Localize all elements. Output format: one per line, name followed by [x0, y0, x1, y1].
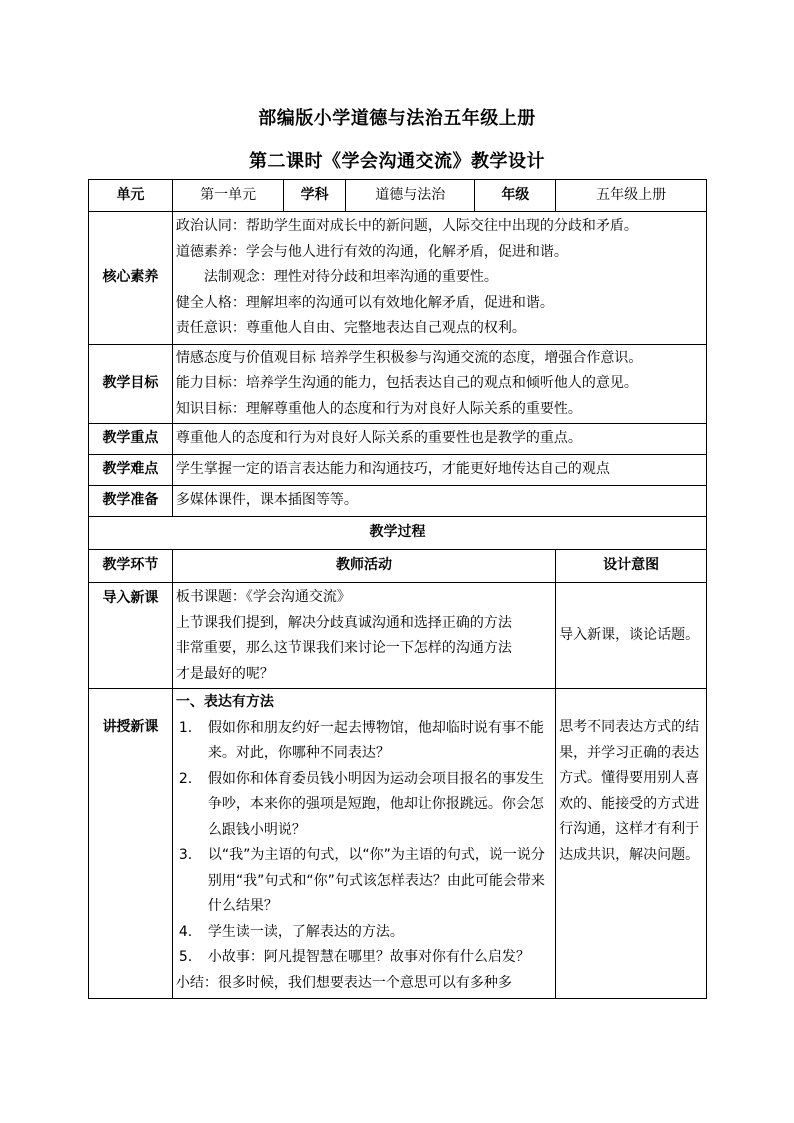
- teacher-column-header: 教师活动: [172, 550, 555, 583]
- core-literacy-content: [172, 212, 706, 345]
- intro-intent: 导入新课，谈论话题。: [556, 583, 707, 689]
- intro-line: 非常重要，那么这节课我们来讨论一下怎样的沟通方法: [175, 640, 512, 656]
- unit-value: 第一单元: [172, 180, 283, 212]
- lesson-plan-table: [88, 179, 707, 999]
- goals-content: [172, 344, 706, 424]
- step-number: 1.: [178, 719, 193, 736]
- unit-label: 单元: [89, 180, 173, 212]
- step-number: 2.: [178, 770, 193, 787]
- list-item: [176, 945, 552, 971]
- grade-value: 五年级上册: [556, 180, 707, 212]
- intro-line: 板书课题：《学会沟通交流》: [175, 589, 351, 605]
- intro-row: [89, 583, 707, 689]
- difficulty-row: [89, 455, 707, 486]
- goal-line: 知识目标：理解尊重他人的态度和行为对良好人际关系的重要性。: [175, 400, 582, 417]
- list-item: [176, 767, 552, 844]
- lesson-steps: [176, 716, 552, 971]
- core-line: 责任意识：尊重他人自由、完整地表达自己观点的权利。: [175, 320, 526, 336]
- intro-line: 上节课我们提到，解决分歧真诚沟通和选择正确的方法: [175, 614, 512, 631]
- list-item: [176, 843, 552, 920]
- goals-row: [89, 344, 707, 424]
- step-column-header: 教学环节: [89, 550, 173, 583]
- step-text: 小故事：阿凡提智慧在哪里？故事对你有什么启发？: [207, 949, 530, 965]
- list-item: [176, 920, 552, 946]
- core-line: 健全人格：理解坦率的沟通可以有效地化解矛盾，促进和谐。: [175, 294, 554, 311]
- lesson-subtitle: 第二课时《学会沟通交流》教学设计: [249, 151, 545, 172]
- key-point-row: [89, 424, 707, 455]
- key-point-text: 尊重他人的态度和行为对良好人际关系的重要性也是教学的重点。: [172, 424, 706, 455]
- lesson-label: 讲授新课: [89, 689, 173, 999]
- step-number: 4.: [178, 923, 193, 940]
- intro-line: 才是最好的呢？: [175, 665, 274, 682]
- grade-label: 年级: [475, 180, 556, 212]
- preparation-row: [89, 486, 707, 517]
- step-text: 假如你和体育委员钱小明因为运动会项目报名的事发生争吵，本来你的强项是短跑，他却让你报跳远。你会怎么跟钱小明说？: [207, 770, 544, 838]
- goals-label: 教学目标: [89, 344, 173, 424]
- core-line: 道德素养：学会与他人进行有效的沟通，化解矛盾，促进和谐。: [175, 243, 568, 260]
- step-number: 5.: [178, 949, 193, 965]
- lesson-section-heading: 一、表达有方法: [175, 694, 274, 710]
- lesson-intent: 思考不同表达方式的结果，并学习正确的表达方式。懂得要用别人喜欢的、能接受的方式进行沟通，这样才有利于达成共识，解决问题。: [556, 689, 707, 999]
- difficulty-label: 教学难点: [89, 455, 173, 486]
- step-text: 假如你和朋友约好一起去博物馆，他却临时说有事不能来。对此，你哪种不同表达？: [207, 719, 544, 761]
- step-number: 3.: [178, 847, 193, 863]
- list-item: [176, 716, 552, 767]
- step-text: 学生读一读，了解表达的方法。: [207, 923, 404, 940]
- intro-content: [172, 583, 555, 689]
- core-line: 法制观念：理性对待分歧和坦率沟通的重要性。: [203, 269, 498, 285]
- lesson-content: [172, 689, 555, 999]
- intro-label: 导入新课: [89, 583, 173, 689]
- preparation-text: 多媒体课件，课本插图等等。: [172, 486, 706, 517]
- difficulty-text: 学生掌握一定的语言表达能力和沟通技巧，才能更好地传达自己的观点: [172, 455, 706, 486]
- lesson-row: [89, 689, 707, 999]
- intent-column-header: 设计意图: [556, 550, 707, 583]
- core-literacy-row: [89, 212, 707, 345]
- preparation-label: 教学准备: [89, 486, 173, 517]
- goal-line: 情感态度与价值观目标 培养学生积极参与沟通交流的态度，增强合作意识。: [175, 349, 643, 366]
- info-row: [89, 180, 707, 212]
- core-literacy-label: 核心素养: [89, 212, 173, 345]
- process-header-row: [89, 550, 707, 583]
- lesson-summary: 小结：很多时候，我们想要表达一个意思可以有多种多: [175, 974, 512, 991]
- process-heading-row: [89, 517, 707, 550]
- goal-line: 能力目标：培养学生沟通的能力，包括表达自己的观点和倾听他人的意见。: [175, 375, 638, 391]
- subject-label: 学科: [284, 180, 346, 212]
- page-title: 部编版小学道德与法治五年级上册: [258, 108, 536, 129]
- key-point-label: 教学重点: [89, 424, 173, 455]
- core-line: 政治认同：帮助学生面对成长中的新问题，人际交往中出现的分歧和矛盾。: [175, 218, 638, 234]
- process-heading: 教学过程: [89, 517, 707, 550]
- subject-value: 道德与法治: [345, 180, 475, 212]
- step-text: 以“我”为主语的句式，以“你”为主语的句式，说一说分别用“我”句式和“你”句式该怎样表达？由此可能会带来什么结果？: [207, 847, 545, 914]
